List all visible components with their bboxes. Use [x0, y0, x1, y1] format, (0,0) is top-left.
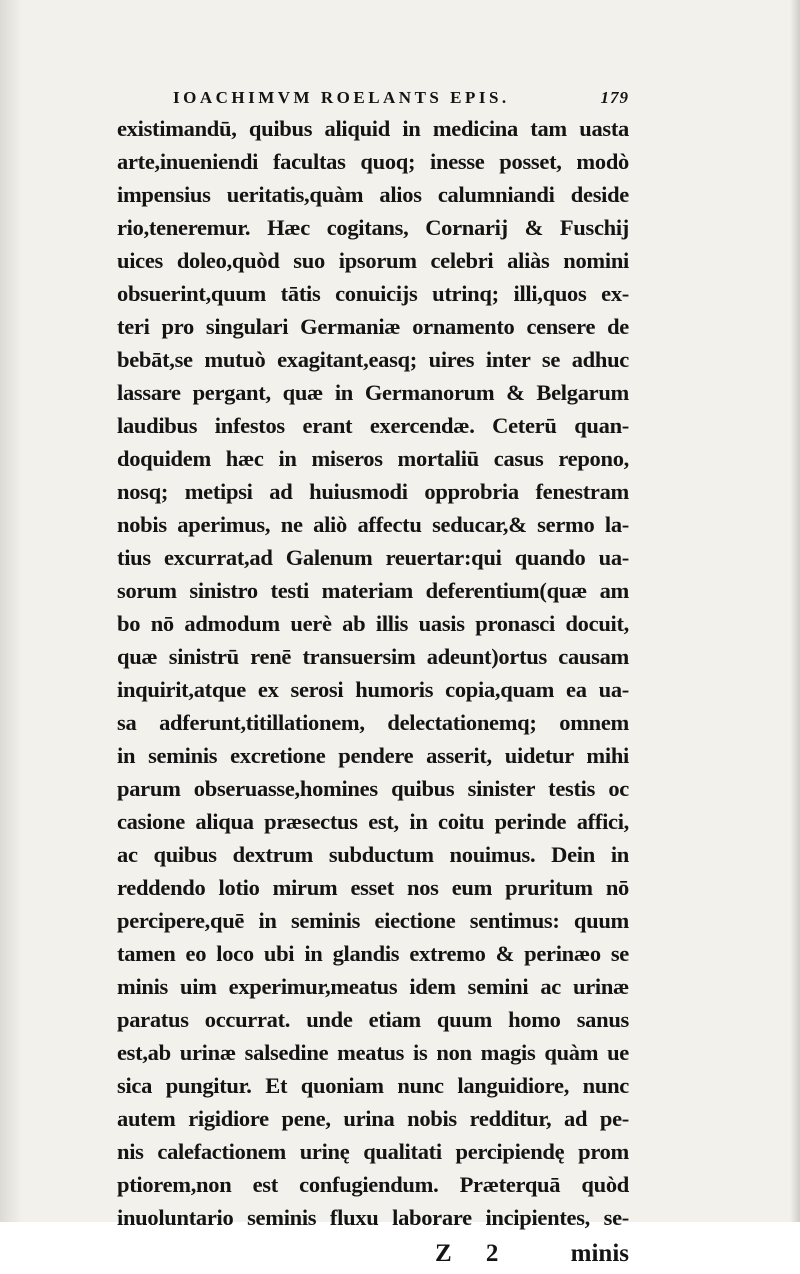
- text-line: lassare pergant, quæ in Germanorum & Belgarum: [117, 380, 629, 405]
- text-line: sica pungitur. Et quoniam nunc languidiore, nunc: [117, 1073, 629, 1098]
- text-line: impensius ueritatis,quàm alios calumniandi deside: [117, 182, 629, 207]
- text-line: laudibus infestos erant exercendæ. Ceterū quan-: [117, 413, 629, 438]
- text-line: est,ab urinæ salsedine meatus is non magis quàm ue: [117, 1040, 629, 1065]
- text-line: nis calefactionem urinę qualitati percipiendę prom: [117, 1139, 629, 1164]
- text-line: bebāt,se mutuò exagitant,easq; uires inter se adhuc: [117, 347, 629, 372]
- text-line: nosq; metipsi ad huiusmodi opprobria fenestram: [117, 479, 629, 504]
- text-line: minis uim experimur,meatus idem semini ac urinæ: [117, 974, 629, 999]
- text-line: percipere,quē in seminis eiectione sentimus: quum: [117, 908, 629, 933]
- text-line: sorum sinistro testi materiam deferentium(quæ am: [117, 578, 629, 603]
- scan-edge-left: [0, 0, 22, 1222]
- text-line: arte,inueniendi facultas quoq; inesse posset, modò: [117, 149, 629, 174]
- text-line: tamen eo loco ubi in glandis extremo & perinæo se: [117, 941, 629, 966]
- text-line: autem rigidiore pene, urina nobis redditur, ad pe-: [117, 1106, 629, 1131]
- text-line: uices doleo,quòd suo ipsorum celebri aliàs nomini: [117, 248, 629, 273]
- page-number: 179: [600, 88, 629, 107]
- text-line: reddendo lotio mirum esset nos eum pruritum nō: [117, 875, 629, 900]
- text-line: quæ sinistrū renē transuersim adeunt)ortus causam: [117, 644, 629, 669]
- text-line: bo nō admodum uerè ab illis uasis pronasci docuit,: [117, 611, 629, 636]
- text-block: [117, 82, 629, 1274]
- text-line: paratus occurrat. unde etiam quum homo sanus: [117, 1007, 629, 1032]
- text-line: nobis aperimus, ne aliò affectu seducar,& sermo la-: [117, 512, 629, 537]
- text-line: parum obseruasse,homines quibus sinister testis oc: [117, 776, 629, 801]
- text-line: casione aliqua præsectus est, in coitu perinde affici,: [117, 809, 629, 834]
- scan-edge-right: [790, 0, 800, 1222]
- catchword: minis: [570, 1240, 629, 1267]
- text-line: in seminis excretione pendere asserit, uidetur mihi: [117, 743, 629, 768]
- text-line: inuoluntario seminis fluxu laborare incipientes, se-: [117, 1205, 629, 1230]
- text-line: inquirit,atque ex serosi humoris copia,quam ea ua-: [117, 677, 629, 702]
- text-line: obsuerint,quum tātis conuicijs utrinq; illi,quos ex-: [117, 281, 629, 306]
- running-title: IOACHIMVM ROELANTS EPIS.: [173, 88, 510, 107]
- text-line: sa adferunt,titillationem, delectationemq; omnem: [117, 710, 629, 735]
- footer: [117, 1238, 629, 1274]
- text-line: teri pro singulari Germaniæ ornamento censere de: [117, 314, 629, 339]
- text-line: ac quibus dextrum subductum nouimus. Dein in: [117, 842, 629, 867]
- text-line: tius excurrat,ad Galenum reuertar:qui quando ua-: [117, 545, 629, 570]
- text-line: ptiorem,non est confugiendum. Præterquā quòd: [117, 1172, 629, 1197]
- text-line: rio,teneremur. Hæc cogitans, Cornarij & Fuschij: [117, 215, 629, 240]
- body-text: [117, 112, 629, 1234]
- signature-mark: Z 2: [435, 1240, 513, 1267]
- text-line: existimandū, quibus aliquid in medicina tam uasta: [117, 116, 629, 141]
- running-head: [117, 82, 629, 112]
- text-line: doquidem hæc in miseros mortaliū casus repono,: [117, 446, 629, 471]
